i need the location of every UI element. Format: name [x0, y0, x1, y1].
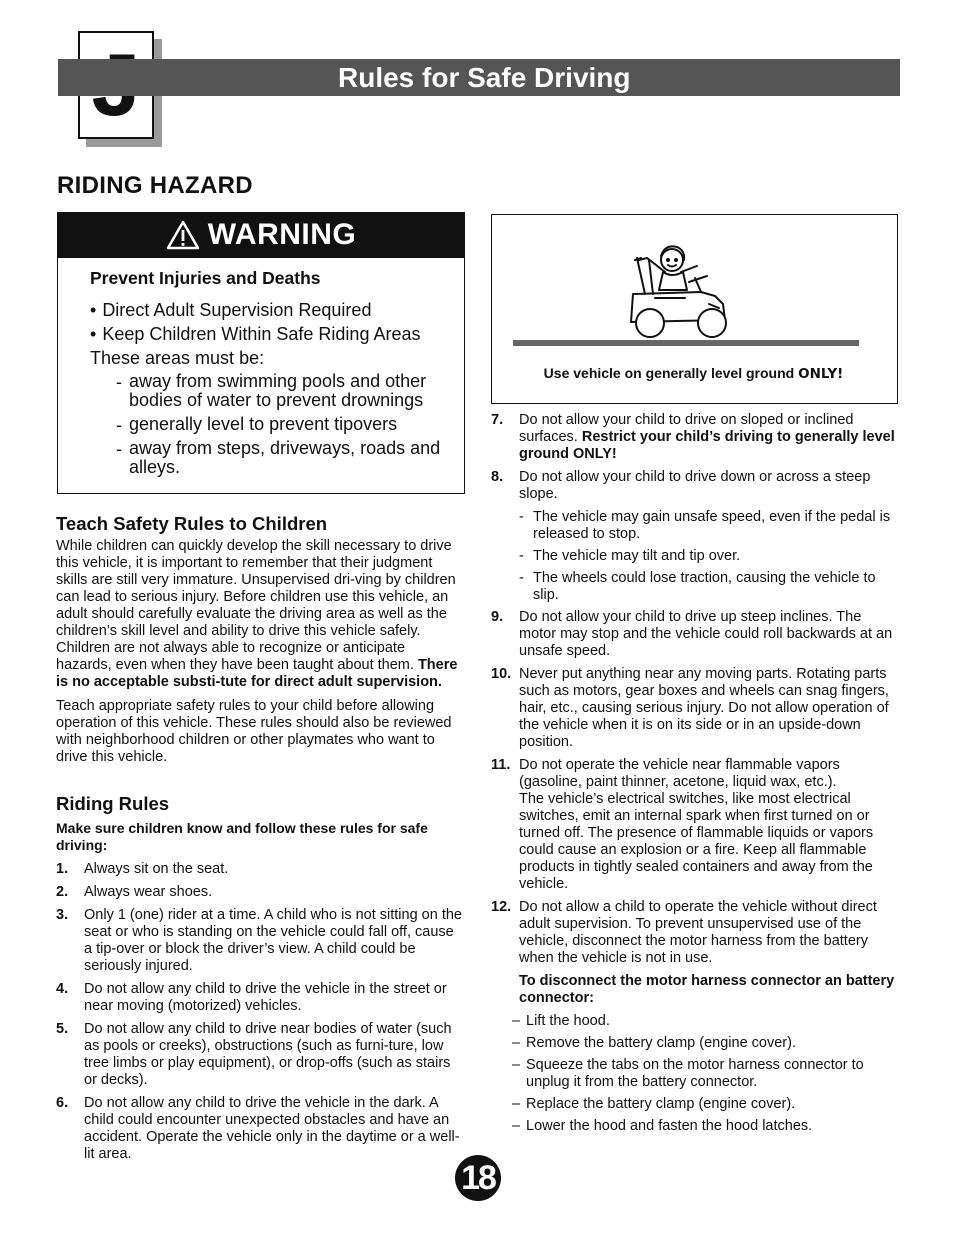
rule-item: 8. Do not allow your child to drive down or across a steep slope.: [491, 469, 871, 502]
rule-item: 6. Do not allow any child to drive the vehicle in the dark. A child could encounter unexpected obstacles and have an accident. Operate the vehicle only in the daytime or a well-lit area.: [56, 1095, 460, 1162]
rule-item: 2. Always wear shoes.: [56, 884, 213, 900]
disconnect-step: – Remove the battery clamp (engine cover).: [512, 1035, 796, 1051]
teach-heading: Teach Safety Rules to Children: [56, 513, 328, 534]
disconnect-heading: To disconnect the motor harness connector an battery connector:: [519, 973, 895, 1006]
rule-item: 11. Do not operate the vehicle near flammable vapors (gasoline, paint thinner, acetone, liquid wax, etc.). The vehicle’s electrical switches, like most electrical switches, emit an internal spark when first turned on or turned off. The presence of flammable liquids or vapors could cause an explosion or a fire. Keep all flammable products in tightly sealed containers and away from the vehicle.: [491, 757, 874, 892]
riding-rules-section: [56, 793, 462, 1169]
teach-section: [56, 513, 462, 766]
child-in-vehicle-illustration: [625, 238, 745, 338]
rule-item: 7. Do not allow your child to drive on sloped or inclined surfaces. Restrict your child’s driving to generally level ground ONLY!: [491, 412, 895, 462]
riding-rules-intro: Make sure children know and follow these rules for safe driving:: [56, 820, 428, 853]
area-item: - away from swimming pools and other bodies of water to prevent drownings: [116, 371, 427, 410]
warning-content: [90, 266, 460, 480]
rule-item: 10. Never put anything near any moving parts. Rotating parts such as motors, gear boxes and wheels can snag fingers, hair, etc., causing serious injury. Do not allow operation of the vehicle when it is on its side or in an upside-down position.: [491, 666, 889, 750]
illustration-caption: Use vehicle on generally level ground ONLY!: [543, 365, 844, 382]
rule-item: 9. Do not allow your child to drive up steep inclines. The motor may stop and the vehicle could roll backwards at an unsafe speed.: [491, 609, 893, 659]
rule-subitem: - The wheels could lose traction, causing the vehicle to slip.: [519, 570, 876, 603]
disconnect-step: – Lift the hood.: [512, 1013, 610, 1029]
disconnect-step: – Squeeze the tabs on the motor harness connector to unplug it from the battery connector.: [512, 1057, 864, 1090]
rule-item: 3. Only 1 (one) rider at a time. A child who is not sitting on the seat or who is standing on the vehicle could fall off, cause a tip-over or block the driver’s view. A child could be seriously injured.: [56, 907, 462, 974]
rule-item: 5. Do not allow any child to drive near bodies of water (such as pools or creeks), obstructions (such as furni-ture, low tree limbs or play equipment), or drop-offs (such as stairs or decks).: [56, 1021, 452, 1088]
disconnect-step: – Replace the battery clamp (engine cover).: [512, 1096, 796, 1112]
section-heading: RIDING HAZARD: [57, 172, 253, 199]
warning-bullet: • Direct Adult Supervision Required: [90, 300, 372, 320]
rule-subitem: - The vehicle may tilt and tip over.: [519, 548, 741, 564]
level-ground-line: [513, 340, 859, 346]
disconnect-step: – Lower the hood and fasten the hood latches.: [512, 1118, 813, 1134]
rule-item: 4. Do not allow any child to drive the vehicle in the street or near moving (motorized) vehicles.: [56, 981, 447, 1014]
warning-subheading: Prevent Injuries and Deaths: [90, 268, 321, 288]
page-number: 18: [455, 1155, 501, 1201]
rule-item: 1. Always sit on the seat.: [56, 861, 229, 877]
warning-triangle-icon: [166, 220, 200, 250]
area-item: - generally level to prevent tipovers: [116, 414, 398, 435]
riding-rules-heading: Riding Rules: [56, 793, 170, 814]
warning-bullet: • Keep Children Within Safe Riding Areas: [90, 324, 421, 344]
teach-paragraph: While children can quickly develop the skill necessary to drive this vehicle, it is important to remember that their judgment skills are still very immature. Unsupervised dri-ving by children can lead to serious injury. Before children use this vehicle, an adult should carefully evaluate the driving area as well as the children’s skill level and ability to drive this vehicle safely. Children are not always able to recognize or anticipate hazards, even when they have been taught about them. There is no acceptable substi-tute for direct adult supervision.: [56, 538, 458, 690]
warning-header: [57, 212, 465, 258]
area-item: - away from steps, driveways, roads and alleys.: [116, 438, 441, 477]
rules-continued: [491, 412, 897, 1140]
teach-paragraph-2: Teach appropriate safety rules to your child before allowing operation of this vehicle. These rules should also be reviewed with neighborhood children or other playmates who want to drive this vehicle.: [56, 698, 452, 765]
rule-item: 12. Do not allow a child to operate the vehicle without direct adult supervision. To prevent unsupervised use of the vehicle, disconnect the motor harness from the battery when the vehicle is not in use.: [491, 899, 877, 966]
areas-intro: These areas must be:: [90, 348, 265, 368]
rule-subitem: - The vehicle may gain unsafe speed, even if the pedal is released to stop.: [519, 509, 891, 542]
page-title: Rules for Safe Driving: [338, 62, 631, 93]
warning-label: WARNING: [207, 218, 357, 251]
